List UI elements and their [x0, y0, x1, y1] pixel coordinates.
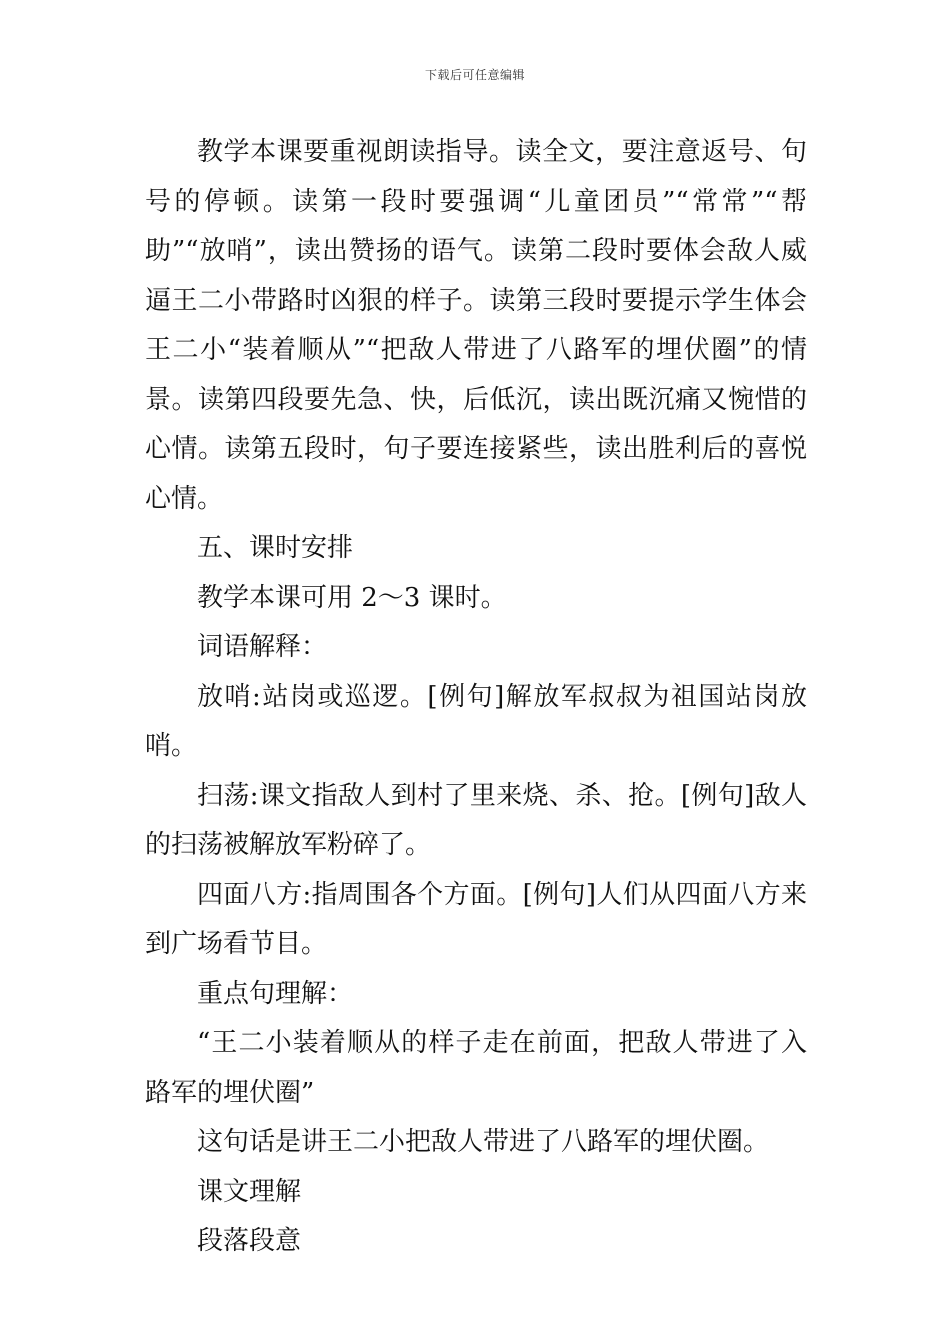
key-sentence-explanation: 这句话是讲王二小把敌人带进了八路军的埋伏圈。: [197, 1127, 770, 1157]
section-heading-paragraph-meaning: 段落段意: [197, 1226, 302, 1256]
key-sentence-quote: “王二小装着顺从的样子走在前面，把敌人带进了入路军的埋伏圈”: [145, 1028, 807, 1108]
vocab-item-simianbafang: 四面八方:指周围各个方面。[例句]人们从四面八方来到广场看节目。: [145, 879, 807, 959]
section-heading-text-understanding: 课文理解: [197, 1176, 302, 1207]
document-body: [145, 128, 807, 1267]
section-heading-key-sentence: 重点句理解：: [197, 978, 354, 1009]
vocab-item-fangshao: 放哨:站岗或巡逻。[例句]解放军叔叔为祖国站岗放哨。: [145, 681, 807, 761]
paragraph-class-hours: 教学本课可用 2～3 课时。: [197, 582, 507, 613]
paragraph-reading-guidance: 教学本课要重视朗读指导。读全文，要注意返号、句号的停顿。读第一段时要强调“儿童团员”“常常”“帮助”“放哨”，读出赞扬的语气。读第二段时要体会敌人威逼王二小带路时凶狠的样子。读第三段时要提示学生体会王二小“装着顺从”“把敌人带进了八路军的埋伏圈”的情景。读第四段要先急、快，后低沉，读出既沉痛又惋惜的心情。读第五段时，句子要连接紧些，读出胜利后的喜悦心情。: [145, 137, 807, 514]
section-heading-schedule: 五、课时安排: [197, 533, 354, 563]
vocab-item-saodang: 扫荡:课文指敌人到村了里来烧、杀、抢。[例句]敌人的扫荡被解放军粉碎了。: [145, 780, 807, 860]
page-header: 下载后可任意编辑: [424, 68, 525, 82]
section-heading-vocabulary: 词语解释：: [197, 632, 328, 662]
